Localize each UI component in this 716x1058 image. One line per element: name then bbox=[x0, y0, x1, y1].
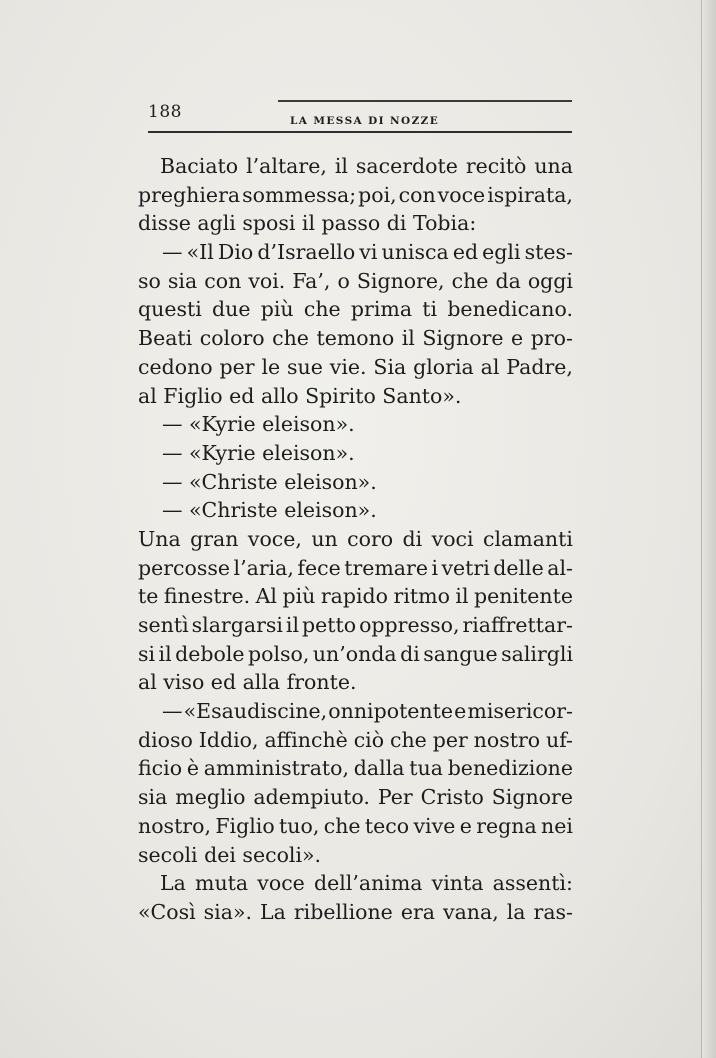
text-line: al Figlio ed allo Spirito Santo». bbox=[138, 383, 462, 408]
text-line: secoli dei secoli». bbox=[138, 842, 322, 867]
text-line: si il debole polso, un’onda di sangue salirgli bbox=[138, 641, 573, 666]
text-line: dioso Iddio, affinchè ciò che per nostro uf- bbox=[138, 727, 573, 752]
text-line: disse agli sposi il passo di Tobia: bbox=[138, 211, 477, 236]
text-line: nostro, Figlio tuo, che teco vive e regna nei bbox=[138, 813, 573, 838]
running-head: LA MESSA DI NOZZE bbox=[290, 115, 440, 127]
text-line: ficio è amministrato, dalla tua benedizione bbox=[138, 756, 573, 781]
text-line: — «Esaudiscine, onnipotente e misericor- bbox=[162, 699, 573, 724]
text-line: Beati coloro che temono il Signore e pro- bbox=[138, 326, 573, 351]
text-line: sentì slargarsi il petto oppresso, riaffrettar- bbox=[138, 613, 573, 637]
text-line: La muta voce dell’anima vinta assentì: bbox=[160, 871, 573, 896]
text-line: Una gran voce, un coro di voci clamanti bbox=[138, 526, 573, 551]
text-line: preghiera sommessa; poi, con voce ispirata, bbox=[138, 182, 573, 207]
header-top-rule bbox=[278, 100, 572, 102]
text-line: — «Il Dio d’Israello vi unisca ed egli stes- bbox=[162, 240, 573, 265]
text-line: — «Kyrie eleison». bbox=[162, 412, 355, 437]
text-line: «Così sia». La ribellione era vana, la ras- bbox=[138, 899, 573, 924]
page-header bbox=[148, 100, 572, 130]
page-gutter bbox=[701, 0, 716, 1058]
text-line: so sia con voi. Fa’, o Signore, che da oggi bbox=[138, 268, 573, 293]
text-line: al viso ed alla fronte. bbox=[138, 670, 357, 695]
text-line: cedono per le sue vie. Sia gloria al Padre, bbox=[138, 354, 573, 379]
body-text bbox=[138, 152, 573, 927]
page-number: 188 bbox=[148, 102, 182, 122]
text-line: Baciato l’altare, il sacerdote recitò una bbox=[160, 154, 573, 178]
text-line: — «Christe eleison». bbox=[162, 498, 377, 523]
text-line: percosse l’aria, fece tremare i vetri delle al- bbox=[138, 555, 573, 580]
text-line: sia meglio adempiuto. Per Cristo Signore bbox=[138, 785, 573, 810]
text-line: — «Christe eleison». bbox=[162, 469, 377, 494]
text-line: questi due più che prima ti benedicano. bbox=[138, 297, 573, 322]
text-line: te finestre. Al più rapido ritmo il penitente bbox=[138, 584, 573, 609]
text-line: — «Kyrie eleison». bbox=[162, 440, 355, 465]
header-rule bbox=[148, 131, 572, 133]
